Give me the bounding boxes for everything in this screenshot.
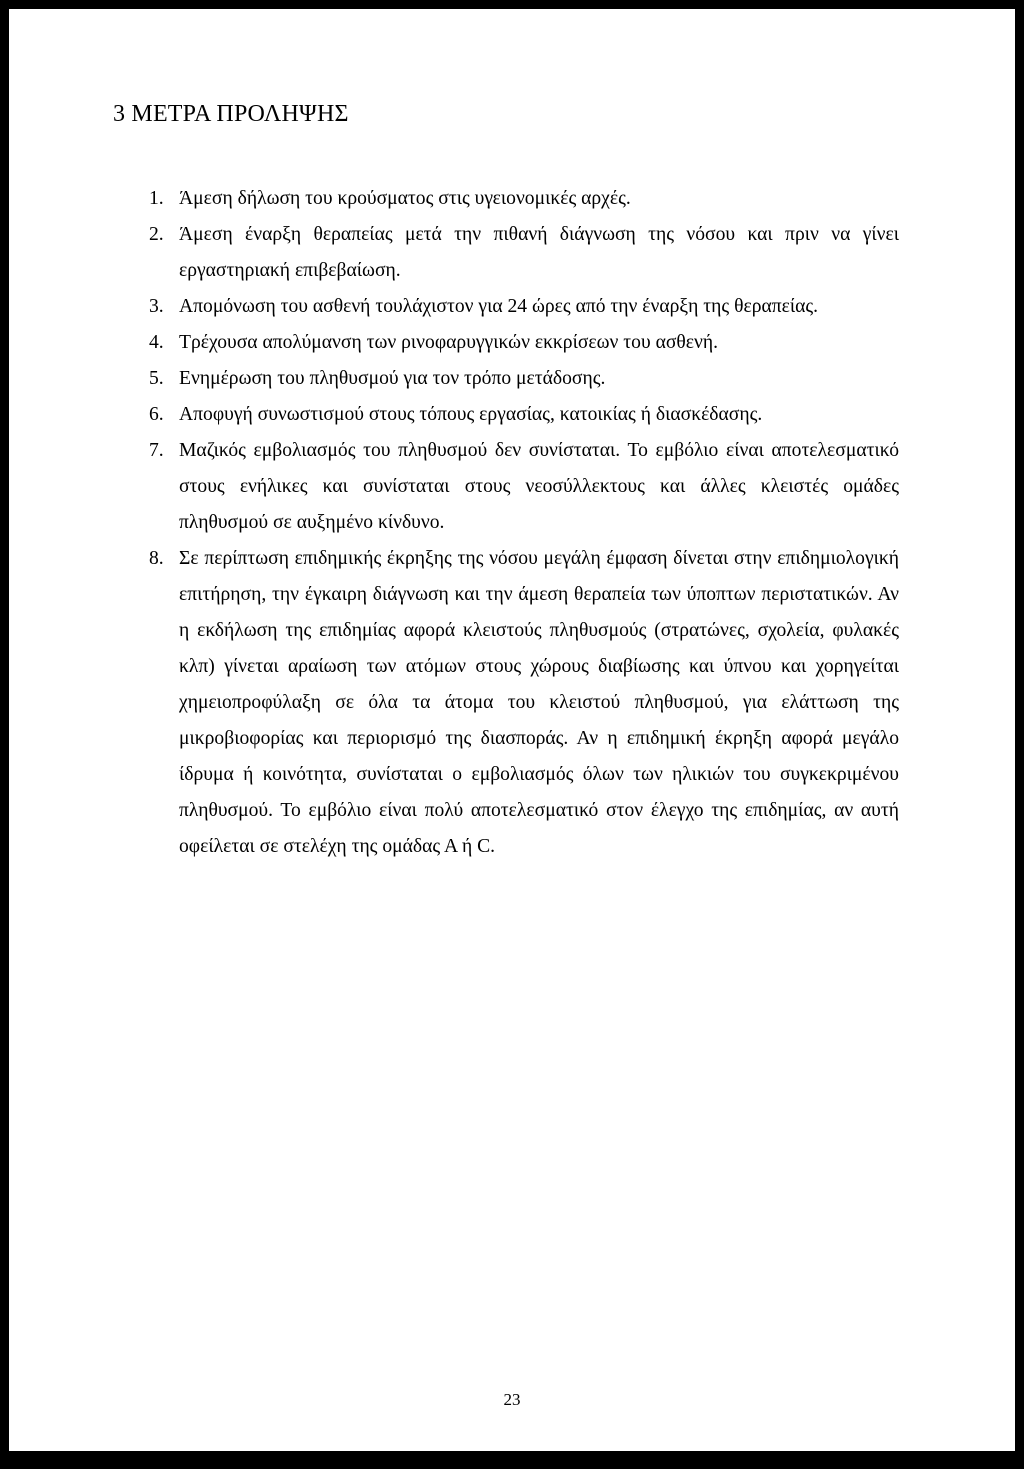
measure-number: 2.: [149, 224, 164, 245]
measure-number: 6.: [149, 404, 164, 425]
measure-item-3: [149, 289, 899, 325]
measure-number: 1.: [149, 188, 164, 209]
page-number: 23: [503, 1390, 521, 1409]
measure-text: Σε περίπτωση επιδημικής έκρηξης της νόσου μεγάλη έμφαση δίνεται στην επιδημιολογική επιτήρηση, την έγκαιρη διάγνωση και την άμεση θεραπεία των ύποπτων περιστατικών. Αν η εκδήλωση της επιδημίας αφορά κλειστούς πληθυσμούς (στρατώνες, σχολεία, φυλακές κλπ) γίνεται αραίωση των ατόμων στους χώρους διαβίωσης και ύπνου και χορηγείται χημειοπροφύλαξη σε όλα τα άτομα του κλειστού πληθυσμού, για ελάττωση της μικροβιοφορίας και περιορισμό της διασποράς. Αν η επιδημική έκρηξη αφορά μεγάλο ίδρυμα ή κοινότητα, συνίσταται ο εμβολιασμός όλων των ηλικιών του συγκεκριμένου πληθυσμού. Το εμβόλιο είναι πολύ αποτελεσματικό στον έλεγχο της επιδημίας, αν αυτή οφείλεται σε στελέχη της ομάδας Α ή C.: [179, 548, 899, 857]
document-page: [9, 9, 1015, 1451]
measure-number: 4.: [149, 332, 164, 353]
measure-item-7: [149, 433, 899, 541]
prevention-measures-list: [9, 181, 1015, 865]
measure-number: 8.: [149, 548, 164, 569]
measure-text: Μαζικός εμβολιασμός του πληθυσμού δεν συνίσταται. Το εμβόλιο είναι αποτελεσματικό στους ενήλικες και συνίσταται στους νεοσύλλεκτους και άλλες κλειστές ομάδες πληθυσμού σε αυξημένο κίνδυνο.: [179, 440, 899, 533]
measure-item-1: [149, 181, 899, 217]
measure-item-4: [149, 325, 899, 361]
measure-text: Ενημέρωση του πληθυσμού για τον τρόπο μετάδοσης.: [179, 368, 606, 389]
measure-text: Άμεση έναρξη θεραπείας μετά την πιθανή διάγνωση της νόσου και πριν να γίνει εργαστηριακή επιβεβαίωση.: [179, 224, 899, 281]
measure-text: Απομόνωση του ασθενή τουλάχιστον για 24 ώρες από την έναρξη της θεραπείας.: [179, 296, 819, 317]
section-heading: 3 ΜΕΤΡΑ ΠΡΟΛΗΨΗΣ: [113, 101, 349, 127]
measure-number: 7.: [149, 440, 164, 461]
measure-text: Άμεση δήλωση του κρούσματος στις υγειονομικές αρχές.: [179, 188, 631, 209]
measure-text: Τρέχουσα απολύμανση των ρινοφαρυγγικών εκκρίσεων του ασθενή.: [179, 332, 719, 353]
measure-number: 5.: [149, 368, 164, 389]
measure-item-2: [149, 217, 899, 289]
measure-item-6: [149, 397, 899, 433]
measure-item-5: [149, 361, 899, 397]
measure-text: Αποφυγή συνωστισμού στους τόπους εργασίας, κατοικίας ή διασκέδασης.: [179, 404, 763, 425]
measure-item-8: [149, 541, 899, 865]
measure-number: 3.: [149, 296, 164, 317]
